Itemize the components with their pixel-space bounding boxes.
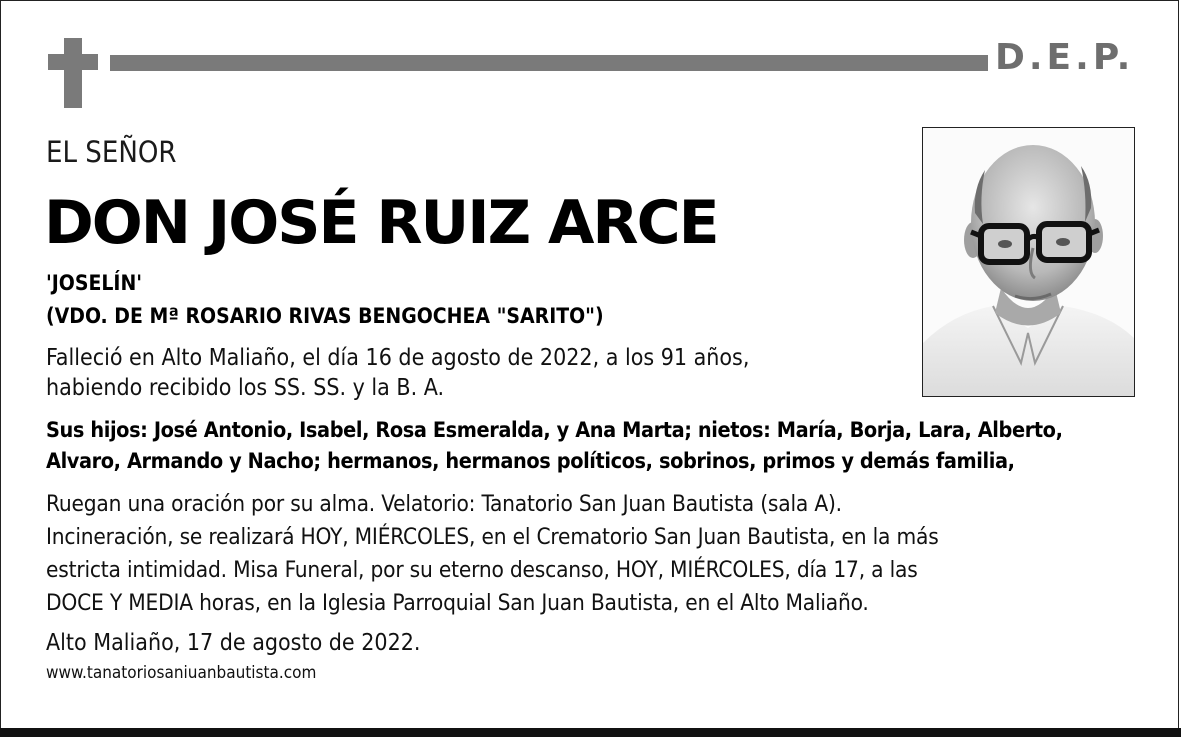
service-line-2: Incineración, se realizará HOY, MIÉRCOLES, en el Crematorio San Juan Bautista, en la más	[46, 524, 939, 550]
bottom-rule	[0, 728, 1181, 737]
deceased-name: DON JOSÉ RUIZ ARCE	[44, 188, 718, 258]
portrait-photo	[922, 127, 1135, 397]
family-line-2: Alvaro, Armando y Nacho; hermanos, hermanos políticos, sobrinos, primos y demás familia,	[46, 449, 1015, 474]
place-date: Alto Maliaño, 17 de agosto de 2022.	[46, 630, 421, 656]
nickname: 'JOSELÍN'	[46, 271, 143, 295]
death-line-1: Falleció en Alto Maliaño, el día 16 de agosto de 2022, a los 91 años,	[46, 345, 750, 371]
service-line-3: estricta intimidad. Misa Funeral, por su eterno descanso, HOY, MIÉRCOLES, día 17, a las	[46, 557, 918, 583]
portrait-illustration	[923, 128, 1134, 396]
widower-line: (VDO. DE Mª ROSARIO RIVAS BENGOCHEA "SARITO")	[46, 304, 604, 328]
death-line-2: habiendo recibido los SS. SS. y la B. A.	[46, 375, 445, 401]
family-line-1: Sus hijos: José Antonio, Isabel, Rosa Esmeralda, y Ana Marta; nietos: María, Borja, Lara, Alberto,	[46, 418, 1063, 443]
cross-icon	[48, 38, 98, 108]
service-line-4: DOCE Y MEDIA horas, en la Iglesia Parroquial San Juan Bautista, en el Alto Maliaño.	[46, 590, 869, 616]
dep-label: D.E.P.	[995, 37, 1135, 78]
header-divider	[110, 55, 988, 71]
title-prefix: EL SEÑOR	[46, 135, 177, 169]
website-link[interactable]: www.tanatoriosaniuanbautista.com	[46, 663, 317, 683]
service-line-1: Ruegan una oración por su alma. Velatorio: Tanatorio San Juan Bautista (sala A).	[46, 491, 842, 517]
